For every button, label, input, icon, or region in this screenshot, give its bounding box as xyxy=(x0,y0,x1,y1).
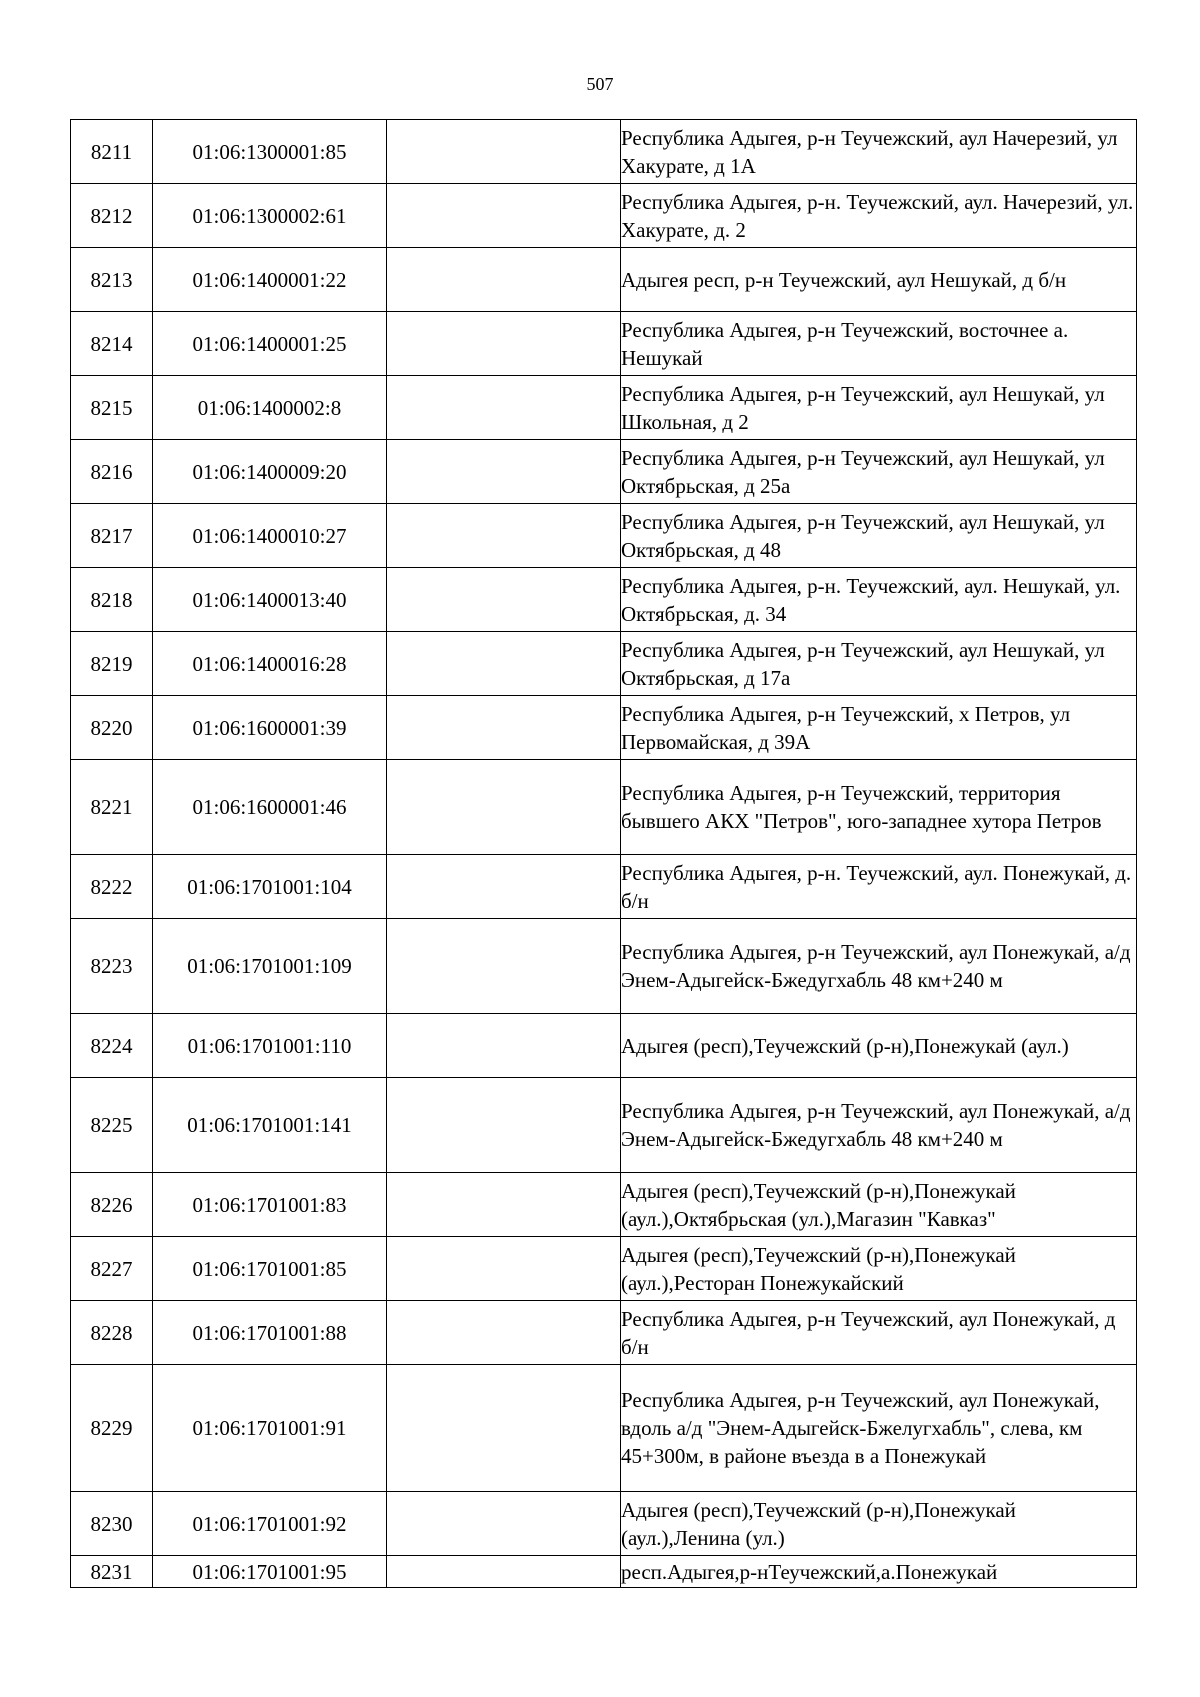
blank-cell xyxy=(387,120,621,184)
cadastral-number: 01:06:1701001:85 xyxy=(153,1237,387,1301)
address: Республика Адыгея, р-н Теучежский, аул Нешукай, ул Октябрьская, д 48 xyxy=(621,504,1137,568)
cadastral-number: 01:06:1400002:8 xyxy=(153,376,387,440)
address: Адыгея (респ),Теучежский (р-н),Понежукай (аул.) xyxy=(621,1014,1137,1078)
blank-cell xyxy=(387,1014,621,1078)
address: Республика Адыгея, р-н Теучежский, аул Нешукай, ул Октябрьская, д 17а xyxy=(621,632,1137,696)
table-row xyxy=(71,1078,1137,1173)
row-number: 8222 xyxy=(71,855,153,919)
table-row xyxy=(71,1492,1137,1556)
blank-cell xyxy=(387,1556,621,1588)
cadastral-number: 01:06:1701001:91 xyxy=(153,1365,387,1492)
blank-cell xyxy=(387,1237,621,1301)
address: респ.Адыгея,р-нТеучежский,а.Понежукай xyxy=(621,1556,1137,1588)
address: Республика Адыгея, р-н Теучежский, аул Понежукай, а/д Энем-Адыгейск-Бжедугхабль 48 км+240 м xyxy=(621,919,1137,1014)
address: Республика Адыгея, р-н Теучежский, аул Нешукай, ул Октябрьская, д 25а xyxy=(621,440,1137,504)
blank-cell xyxy=(387,760,621,855)
address: Адыгея (респ),Теучежский (р-н),Понежукай (аул.),Ленина (ул.) xyxy=(621,1492,1137,1556)
table-row xyxy=(71,504,1137,568)
row-number: 8216 xyxy=(71,440,153,504)
cadastral-number: 01:06:1300001:85 xyxy=(153,120,387,184)
table-row xyxy=(71,760,1137,855)
table-row xyxy=(71,312,1137,376)
blank-cell xyxy=(387,312,621,376)
row-number: 8228 xyxy=(71,1301,153,1365)
cadastral-number: 01:06:1400009:20 xyxy=(153,440,387,504)
table-row xyxy=(71,248,1137,312)
row-number: 8214 xyxy=(71,312,153,376)
row-number: 8217 xyxy=(71,504,153,568)
row-number: 8219 xyxy=(71,632,153,696)
blank-cell xyxy=(387,1492,621,1556)
table-row xyxy=(71,632,1137,696)
blank-cell xyxy=(387,248,621,312)
cadastral-number: 01:06:1701001:141 xyxy=(153,1078,387,1173)
table-row xyxy=(71,1365,1137,1492)
page-number: 507 xyxy=(586,74,614,94)
cadastral-number: 01:06:1701001:92 xyxy=(153,1492,387,1556)
blank-cell xyxy=(387,1301,621,1365)
cadastral-number: 01:06:1400016:28 xyxy=(153,632,387,696)
row-number: 8223 xyxy=(71,919,153,1014)
table-row xyxy=(71,919,1137,1014)
cadastral-number: 01:06:1400001:22 xyxy=(153,248,387,312)
cadastral-number: 01:06:1701001:104 xyxy=(153,855,387,919)
blank-cell xyxy=(387,376,621,440)
row-number: 8212 xyxy=(71,184,153,248)
row-number: 8230 xyxy=(71,1492,153,1556)
blank-cell xyxy=(387,1365,621,1492)
address: Республика Адыгея, р-н Теучежский, восточнее а. Нешукай xyxy=(621,312,1137,376)
row-number: 8227 xyxy=(71,1237,153,1301)
cadastral-number: 01:06:1701001:110 xyxy=(153,1014,387,1078)
cadastral-number: 01:06:1701001:109 xyxy=(153,919,387,1014)
cadastral-number: 01:06:1400001:25 xyxy=(153,312,387,376)
blank-cell xyxy=(387,632,621,696)
blank-cell xyxy=(387,440,621,504)
table-row xyxy=(71,120,1137,184)
table-row xyxy=(71,568,1137,632)
row-number: 8229 xyxy=(71,1365,153,1492)
row-number: 8231 xyxy=(71,1556,153,1588)
cadastral-number: 01:06:1701001:95 xyxy=(153,1556,387,1588)
blank-cell xyxy=(387,696,621,760)
row-number: 8211 xyxy=(71,120,153,184)
table-row xyxy=(71,1301,1137,1365)
blank-cell xyxy=(387,568,621,632)
cadastral-number: 01:06:1600001:39 xyxy=(153,696,387,760)
row-number: 8213 xyxy=(71,248,153,312)
table-row xyxy=(71,1556,1137,1588)
table-row xyxy=(71,855,1137,919)
table-row xyxy=(71,1173,1137,1237)
address: Республика Адыгея, р-н Теучежский, аул Начерезий, ул Хакурате, д 1А xyxy=(621,120,1137,184)
blank-cell xyxy=(387,1173,621,1237)
table-row xyxy=(71,1237,1137,1301)
blank-cell xyxy=(387,504,621,568)
blank-cell xyxy=(387,855,621,919)
address: Республика Адыгея, р-н Теучежский, аул Нешукай, ул Школьная, д 2 xyxy=(621,376,1137,440)
address: Республика Адыгея, р-н Теучежский, аул Понежукай, вдоль а/д "Энем-Адыгейск-Бжелугхабль", слева, км 45+300м, в районе въезда в а Понежукай xyxy=(621,1365,1137,1492)
address: Республика Адыгея, р-н Теучежский, аул Понежукай, а/д Энем-Адыгейск-Бжедугхабль 48 км+240 м xyxy=(621,1078,1137,1173)
table-row xyxy=(71,696,1137,760)
address: Адыгея (респ),Теучежский (р-н),Понежукай (аул.),Октябрьская (ул.),Магазин "Кавказ" xyxy=(621,1173,1137,1237)
address: Республика Адыгея, р-н. Теучежский, аул. Нешукай, ул. Октябрьская, д. 34 xyxy=(621,568,1137,632)
row-number: 8220 xyxy=(71,696,153,760)
table-row xyxy=(71,376,1137,440)
row-number: 8218 xyxy=(71,568,153,632)
row-number: 8221 xyxy=(71,760,153,855)
address: Адыгея (респ),Теучежский (р-н),Понежукай (аул.),Ресторан Понежукайский xyxy=(621,1237,1137,1301)
address: Республика Адыгея, р-н. Теучежский, аул. Понежукай, д. б/н xyxy=(621,855,1137,919)
row-number: 8225 xyxy=(71,1078,153,1173)
blank-cell xyxy=(387,919,621,1014)
cadastral-number: 01:06:1300002:61 xyxy=(153,184,387,248)
cadastral-number: 01:06:1600001:46 xyxy=(153,760,387,855)
address: Республика Адыгея, р-н Теучежский, х Петров, ул Первомайская, д 39А xyxy=(621,696,1137,760)
cadastral-number: 01:06:1701001:88 xyxy=(153,1301,387,1365)
address: Республика Адыгея, р-н. Теучежский, аул. Начерезий, ул. Хакурате, д. 2 xyxy=(621,184,1137,248)
cadastral-number: 01:06:1400013:40 xyxy=(153,568,387,632)
table-row xyxy=(71,440,1137,504)
cadastral-number: 01:06:1400010:27 xyxy=(153,504,387,568)
property-table xyxy=(70,119,1137,1588)
address: Адыгея респ, р-н Теучежский, аул Нешукай, д б/н xyxy=(621,248,1137,312)
address: Республика Адыгея, р-н Теучежский, аул Понежукай, д б/н xyxy=(621,1301,1137,1365)
row-number: 8226 xyxy=(71,1173,153,1237)
table-row xyxy=(71,184,1137,248)
address: Республика Адыгея, р-н Теучежский, территория бывшего АКХ "Петров", юго-западнее хутора Петров xyxy=(621,760,1137,855)
blank-cell xyxy=(387,184,621,248)
row-number: 8224 xyxy=(71,1014,153,1078)
cadastral-number: 01:06:1701001:83 xyxy=(153,1173,387,1237)
row-number: 8215 xyxy=(71,376,153,440)
table-row xyxy=(71,1014,1137,1078)
blank-cell xyxy=(387,1078,621,1173)
